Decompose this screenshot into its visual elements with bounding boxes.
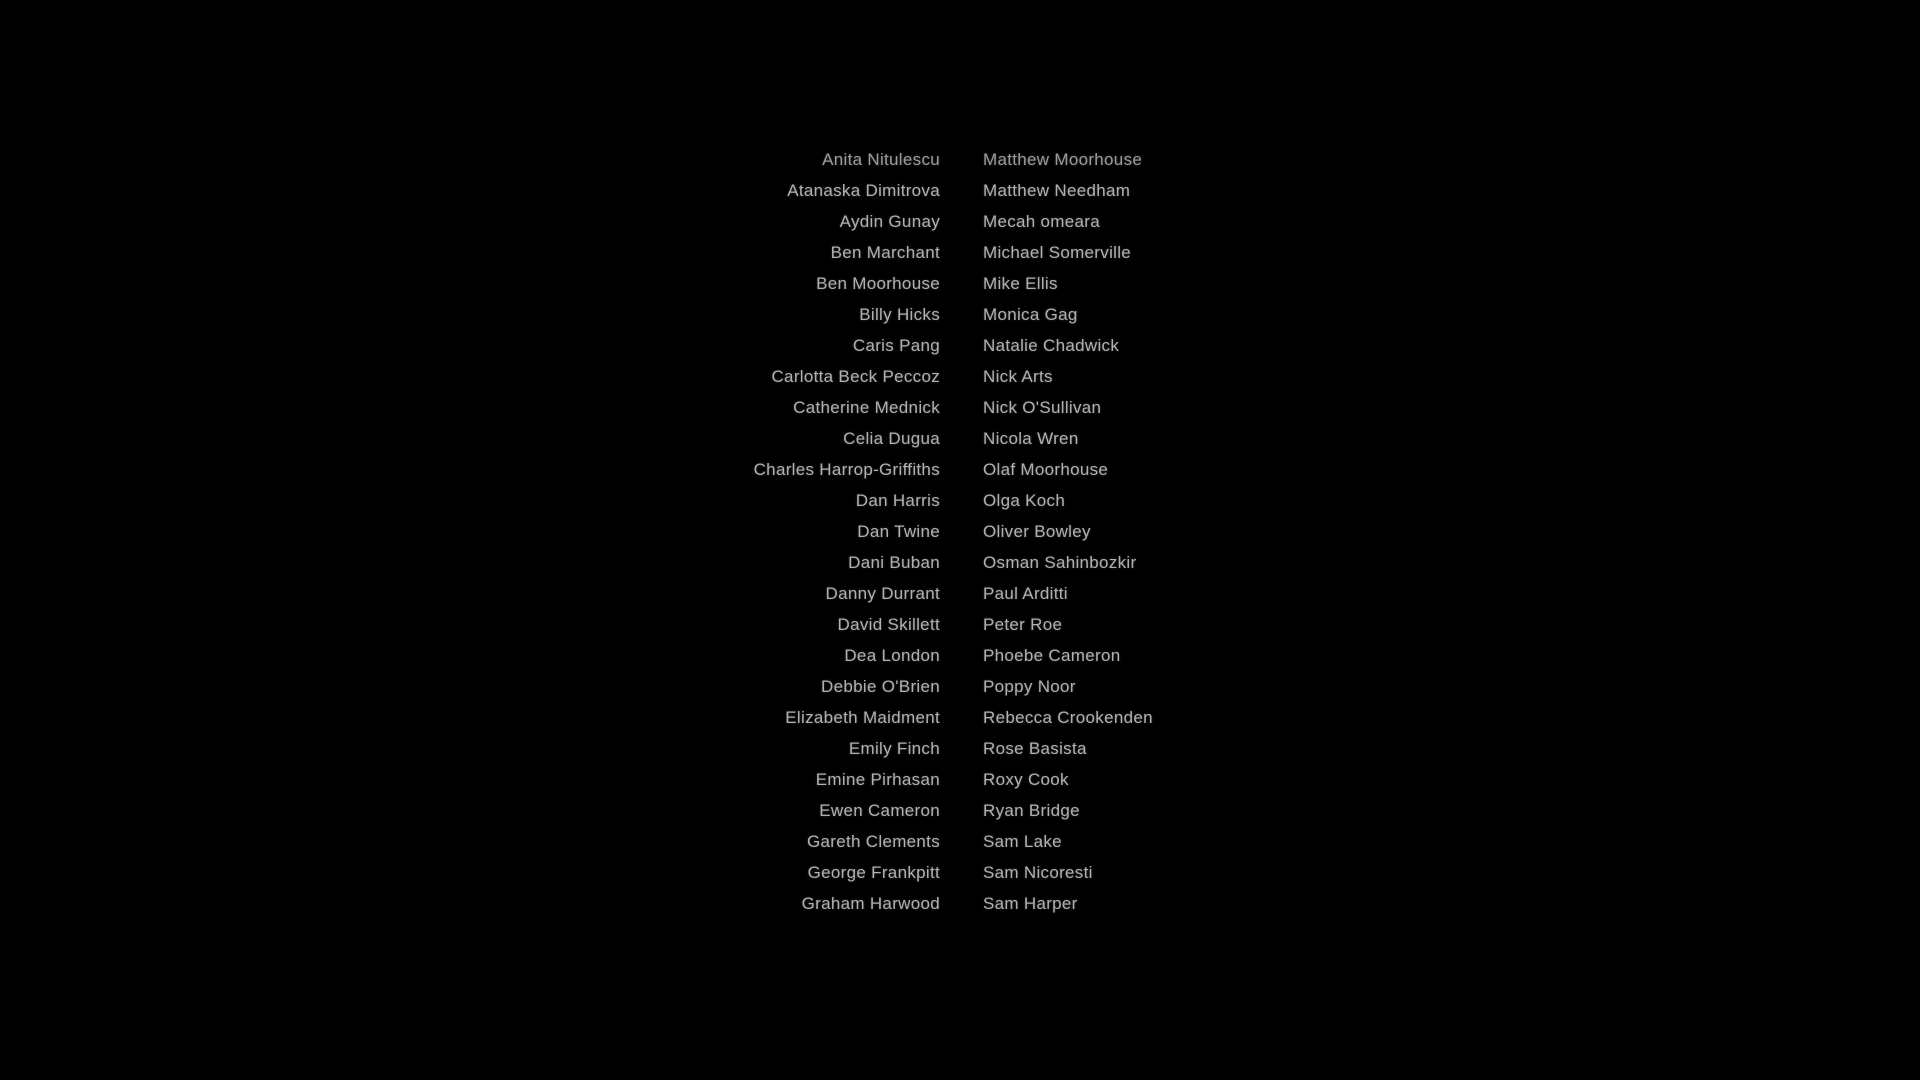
credits-row [0, 547, 1920, 578]
credit-name-left: Ewen Cameron [819, 801, 940, 820]
credits-row [0, 671, 1920, 702]
credits-viewport [0, 153, 1920, 928]
credit-name-right: Roxy Cook [983, 770, 1069, 789]
credit-name-left: David Skillett [837, 615, 940, 634]
credit-name-right: Sam Harper [983, 894, 1078, 913]
credits-row [0, 423, 1920, 454]
credit-name-right: Nicola Wren [983, 429, 1079, 448]
credit-name-left: Ben Moorhouse [816, 274, 940, 293]
credit-name-left: Caris Pang [852, 336, 940, 355]
credit-name-right: Matthew Needham [983, 181, 1131, 200]
credit-name-left: Ben Marchant [830, 243, 940, 262]
credit-name-right: Ryan Bridge [983, 801, 1080, 820]
credits-row [0, 888, 1920, 919]
credits-row [0, 361, 1920, 392]
credits-row [0, 237, 1920, 268]
credits-row [0, 268, 1920, 299]
credit-name-right: Oliver Bowley [983, 522, 1091, 541]
credit-name-left: Catherine Mednick [793, 398, 940, 417]
credits-row [0, 454, 1920, 485]
credit-name-right: Nick O'Sullivan [983, 398, 1102, 417]
credits-row [0, 485, 1920, 516]
credit-name-left: Dea London [844, 646, 940, 665]
credits-list [0, 153, 1920, 919]
credit-name-right: Mike Ellis [983, 274, 1058, 293]
credit-name-right: Phoebe Cameron [983, 646, 1121, 665]
credits-row [0, 578, 1920, 609]
credit-name-right: Rose Basista [983, 739, 1087, 758]
credits-row [0, 795, 1920, 826]
credits-row [0, 826, 1920, 857]
credits-row [0, 175, 1920, 206]
credits-row [0, 299, 1920, 330]
credit-name-left: Anita Nitulescu [822, 153, 940, 169]
credits-row [0, 206, 1920, 237]
credits-row [0, 857, 1920, 888]
credit-name-left: Graham Harwood [801, 894, 940, 913]
credit-name-left: Elizabeth Maidment [785, 708, 940, 727]
credits-row [0, 640, 1920, 671]
credit-name-left: Carlotta Beck Peccoz [771, 367, 940, 386]
credit-name-left: George Frankpitt [807, 863, 940, 882]
credits-row [0, 516, 1920, 547]
credit-name-right: Sam Nicoresti [983, 863, 1093, 882]
credits-row [0, 330, 1920, 361]
credit-name-right: Matthew Moorhouse [983, 153, 1143, 169]
credit-name-right: Sam Lake [983, 832, 1062, 851]
credit-name-right: Michael Somerville [983, 243, 1132, 262]
credit-name-left: Billy Hicks [859, 305, 940, 324]
credit-name-left: Emily Finch [848, 739, 940, 758]
credit-name-left: Gareth Clements [807, 832, 940, 851]
credit-name-left: Aydin Gunay [839, 212, 940, 231]
credit-name-right: Monica Gag [983, 305, 1078, 324]
credits-row [0, 764, 1920, 795]
credit-name-right: Olga Koch [983, 491, 1066, 510]
credit-name-right: Natalie Chadwick [983, 336, 1120, 355]
credit-name-left: Dan Harris [855, 491, 940, 510]
credit-name-right: Paul Arditti [983, 584, 1068, 603]
credit-name-right: Rebecca Crookenden [983, 708, 1153, 727]
credits-row [0, 733, 1920, 764]
credit-name-left: Dan Twine [857, 522, 940, 541]
credit-name-right: Nick Arts [983, 367, 1053, 386]
credit-name-left: Danny Durrant [825, 584, 940, 603]
credits-row [0, 702, 1920, 733]
credits-row [0, 153, 1920, 175]
credit-name-right: Osman Sahinbozkir [983, 553, 1137, 572]
credit-name-right: Olaf Moorhouse [983, 460, 1109, 479]
credit-name-right: Mecah omeara [983, 212, 1100, 231]
credit-name-right: Peter Roe [983, 615, 1063, 634]
credit-name-left: Atanaska Dimitrova [787, 181, 940, 200]
credit-name-left: Dani Buban [848, 553, 940, 572]
credit-name-left: Charles Harrop-Griffiths [753, 460, 940, 479]
credits-row [0, 609, 1920, 640]
credit-name-right: Poppy Noor [983, 677, 1076, 696]
credit-name-left: Debbie O'Brien [821, 677, 940, 696]
credit-name-left: Celia Dugua [843, 429, 940, 448]
credit-name-left: Emine Pirhasan [815, 770, 940, 789]
credits-row [0, 392, 1920, 423]
